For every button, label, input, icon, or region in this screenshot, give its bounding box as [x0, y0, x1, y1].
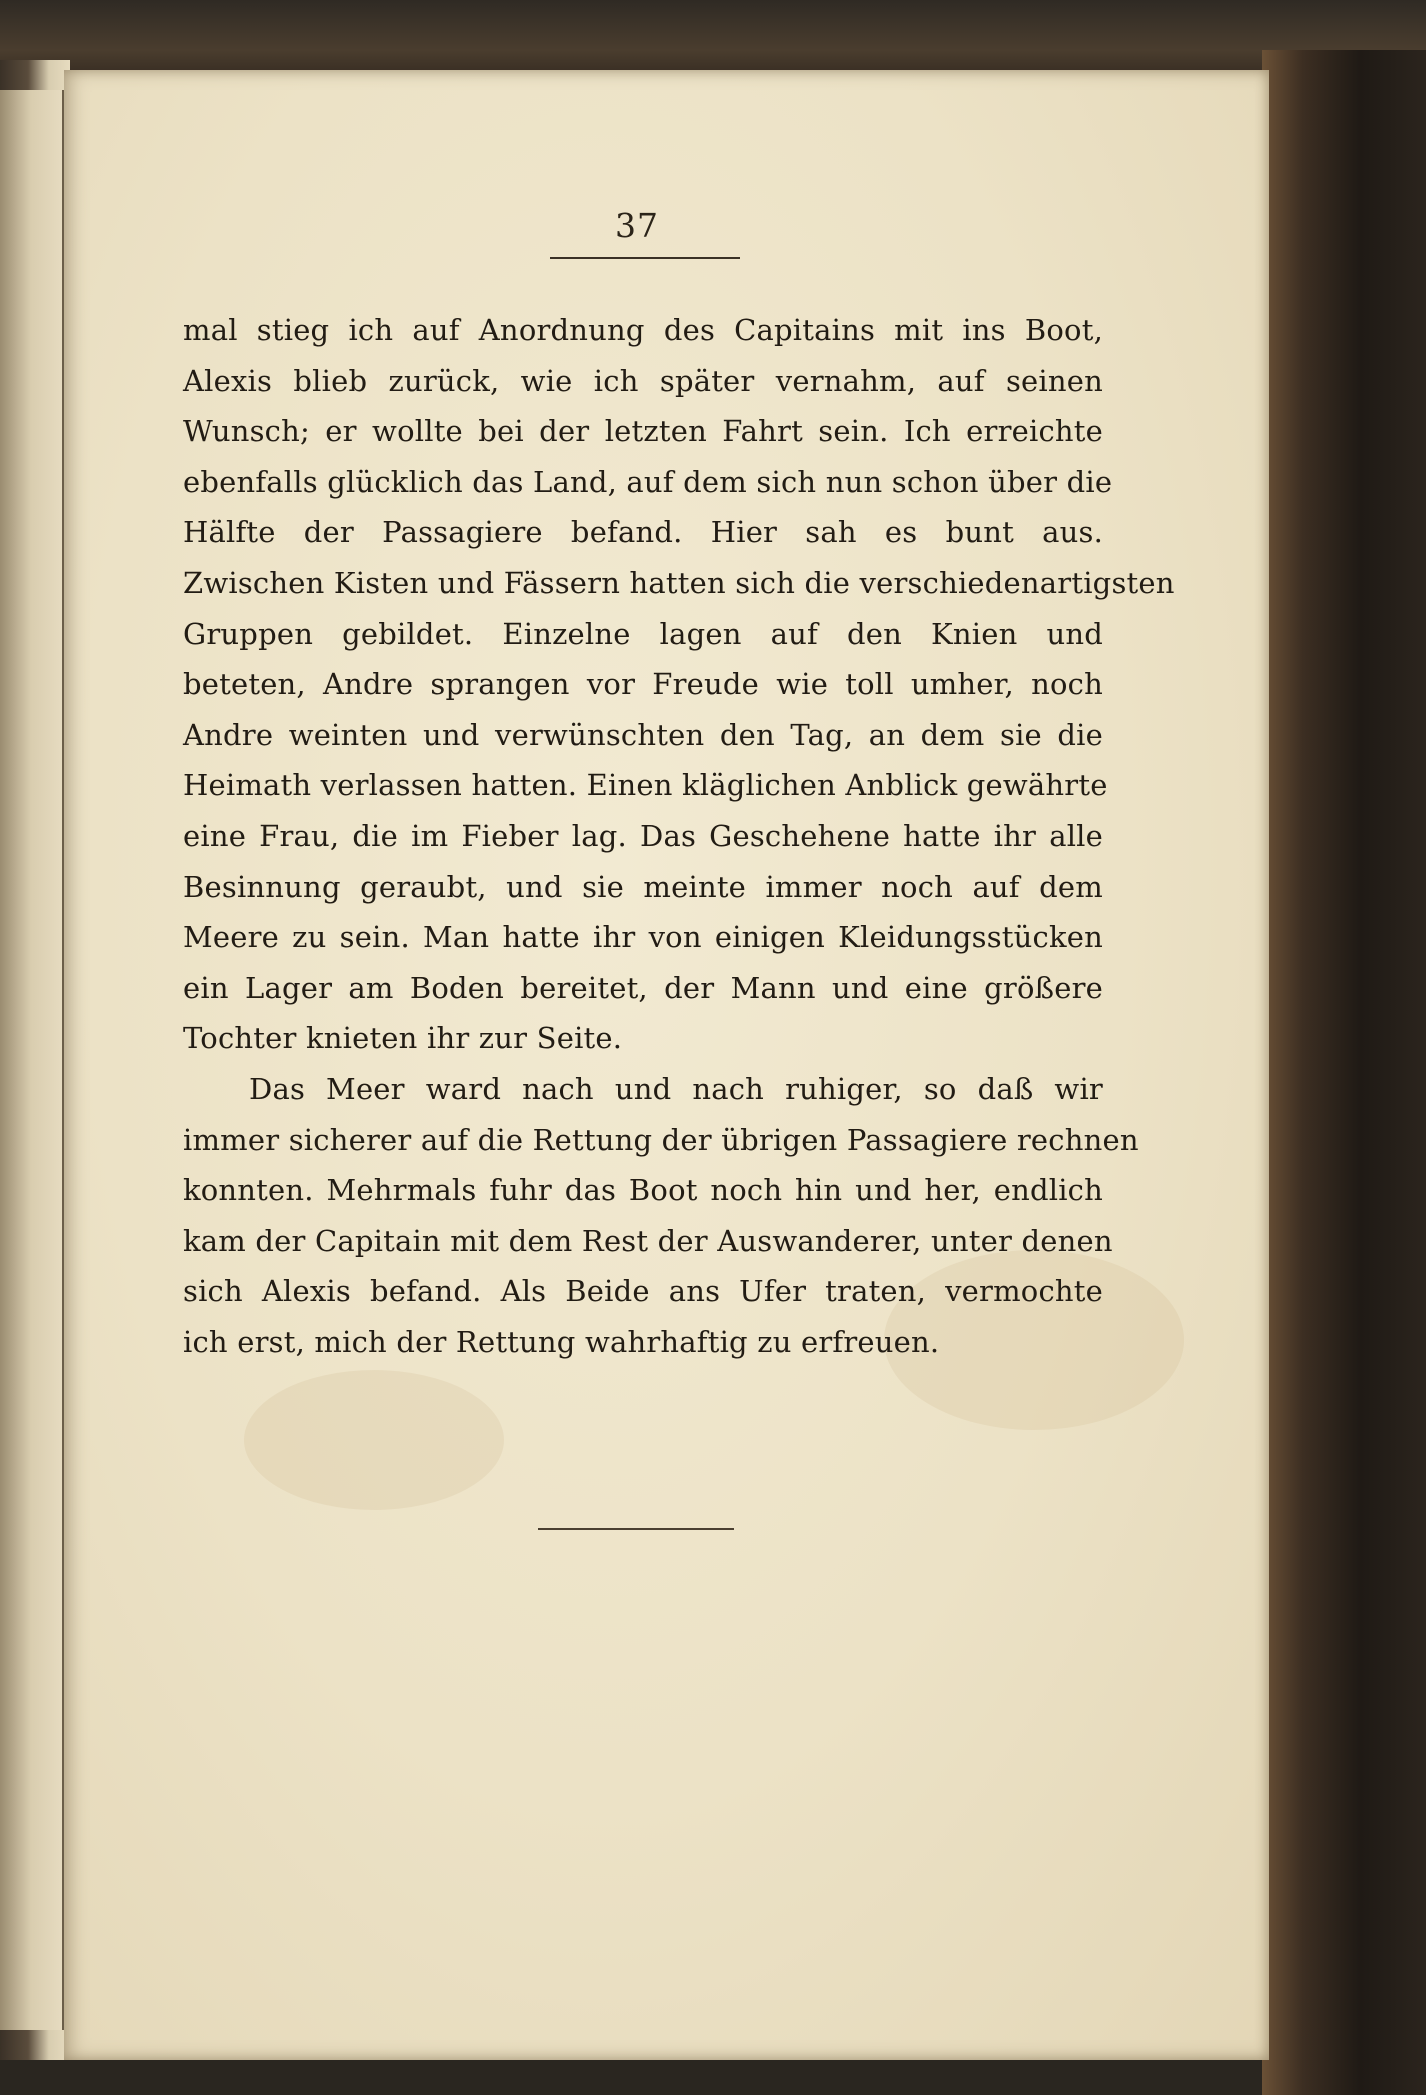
text-line: Alexis blieb zurück, wie ich später vernahm, auf seinen — [183, 363, 1103, 398]
text-line: Hälfte der Passagiere befand. Hier sah es bunt aus. — [183, 515, 1103, 550]
text-line: Heimath verlassen hatten. Einen kläglichen Anblick gewährte — [183, 768, 1108, 803]
text-line: immer sicherer auf die Rettung der übrigen Passagiere rechnen — [183, 1122, 1139, 1157]
paper-stain — [244, 1370, 504, 1510]
text-line: Wunsch; er wollte bei der letzten Fahrt sein. Ich erreichte — [183, 414, 1103, 449]
text-line: Andre weinten und verwünschten den Tag, an dem sie die — [183, 717, 1103, 752]
end-rule — [538, 1528, 734, 1530]
page-number: 37 — [615, 206, 659, 245]
text-line: eine Frau, die im Fieber lag. Das Geschehene hatte ihr alle — [183, 818, 1103, 853]
text-line: beteten, Andre sprangen vor Freude wie toll umher, noch — [183, 667, 1103, 702]
text-line: ebenfalls glücklich das Land, auf dem sich nun schon über die — [183, 464, 1113, 499]
book-cover-right — [1262, 50, 1426, 2095]
text-line: mal stieg ich auf Anordnung des Capitains mit ins Boot, — [183, 313, 1103, 347]
text-line: Besinnung geraubt, und sie meinte immer noch auf dem — [183, 869, 1103, 904]
text-line: Tochter knieten ihr zur Seite. — [183, 1021, 623, 1056]
body-text — [183, 305, 1175, 1367]
book-cover-top — [0, 0, 1426, 72]
text-line: ein Lager am Boden bereitet, der Mann und eine größere — [183, 970, 1103, 1005]
text-line: Gruppen gebildet. Einzelne lagen auf den Knien und — [183, 616, 1103, 651]
text-line: Das Meer ward nach und nach ruhiger, so daß wir — [249, 1071, 1103, 1106]
facing-page-edge — [0, 90, 64, 2030]
text-line: konnten. Mehrmals fuhr das Boot noch hin und her, endlich — [183, 1173, 1103, 1208]
text-line: Meere zu sein. Man hatte ihr von einigen Kleidungsstücken — [183, 920, 1103, 955]
text-line: kam der Capitain mit dem Rest der Auswanderer, unter denen — [183, 1223, 1113, 1258]
header-rule — [550, 257, 740, 259]
text-line: ich erst, mich der Rettung wahrhaftig zu erfreuen. — [183, 1324, 940, 1359]
text-line: sich Alexis befand. Als Beide ans Ufer traten, vermochte — [183, 1274, 1103, 1309]
text-line: Zwischen Kisten und Fässern hatten sich die verschiedenartigsten — [183, 565, 1175, 600]
